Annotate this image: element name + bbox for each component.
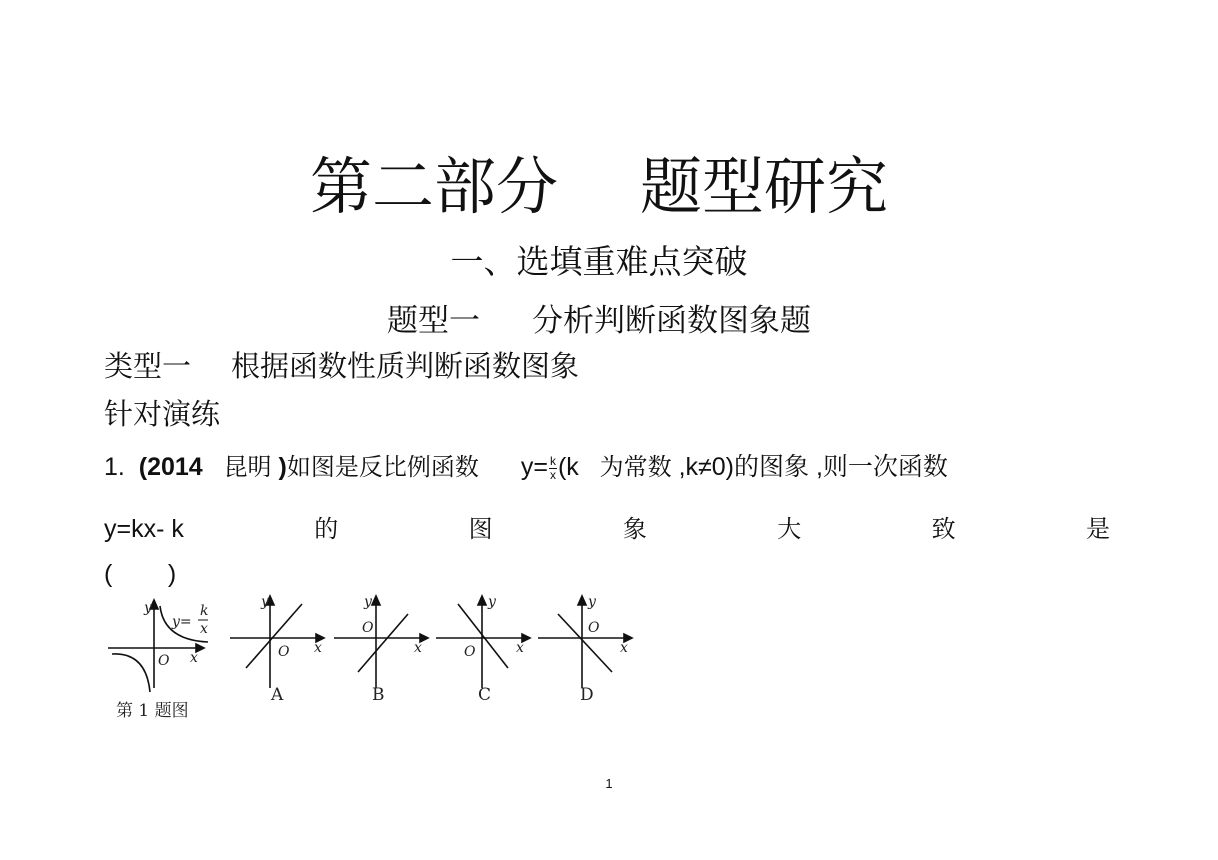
reference-graph	[108, 600, 208, 692]
practice-heading: 针对演练	[104, 397, 221, 431]
option-c-label: C	[478, 685, 492, 705]
svg-text:y: y	[261, 594, 269, 610]
question-1-line-2: y=kx- k 的 图 象 大 致 是	[104, 515, 1110, 543]
subtype-heading: 类型一 根据函数性质判断函数图象	[104, 349, 580, 383]
svg-text:x: x	[414, 640, 422, 656]
option-a-label: A	[271, 685, 284, 705]
ref-curve-label: y=	[172, 614, 192, 630]
svg-text:x: x	[516, 640, 524, 656]
svg-text:y: y	[588, 594, 596, 610]
answer-blank: ( )	[104, 560, 177, 588]
ref-x-label: x	[190, 650, 198, 666]
page-number: 1	[605, 776, 613, 791]
ref-curve-den: x	[200, 621, 208, 637]
svg-text:y: y	[364, 594, 372, 610]
part-title: 第二部分 题型研究	[309, 150, 889, 223]
question-1-figure	[106, 588, 640, 720]
option-d-label: D	[580, 685, 594, 705]
ref-y-label: y	[144, 600, 152, 616]
figure-caption: 第 1 题图	[116, 701, 189, 720]
svg-text:O: O	[362, 620, 374, 636]
fraction-k-over-x: $\frac{k}{x}$	[549, 453, 556, 482]
svg-text:y: y	[488, 594, 496, 610]
option-b-label: B	[372, 685, 385, 705]
svg-text:O: O	[278, 644, 290, 660]
svg-text:O: O	[588, 620, 600, 636]
section-heading: 一、选填重难点突破	[450, 242, 748, 281]
question-type-heading: 题型一 分析判断函数图象题	[387, 303, 811, 339]
option-a-graph	[230, 596, 324, 688]
question-1-line-1: 1. (2014 昆明 )如图是反比例函数 y= $\frac{k}{x}$ (k 为常数 ,k≠0)的图象 ,则一次函数	[104, 453, 948, 482]
option-d-graph	[538, 596, 632, 688]
ref-curve-num: k	[200, 603, 209, 619]
ref-origin-label: O	[158, 653, 170, 669]
svg-text:x: x	[620, 640, 628, 656]
svg-text:O: O	[464, 644, 476, 660]
svg-text:x: x	[314, 640, 322, 656]
